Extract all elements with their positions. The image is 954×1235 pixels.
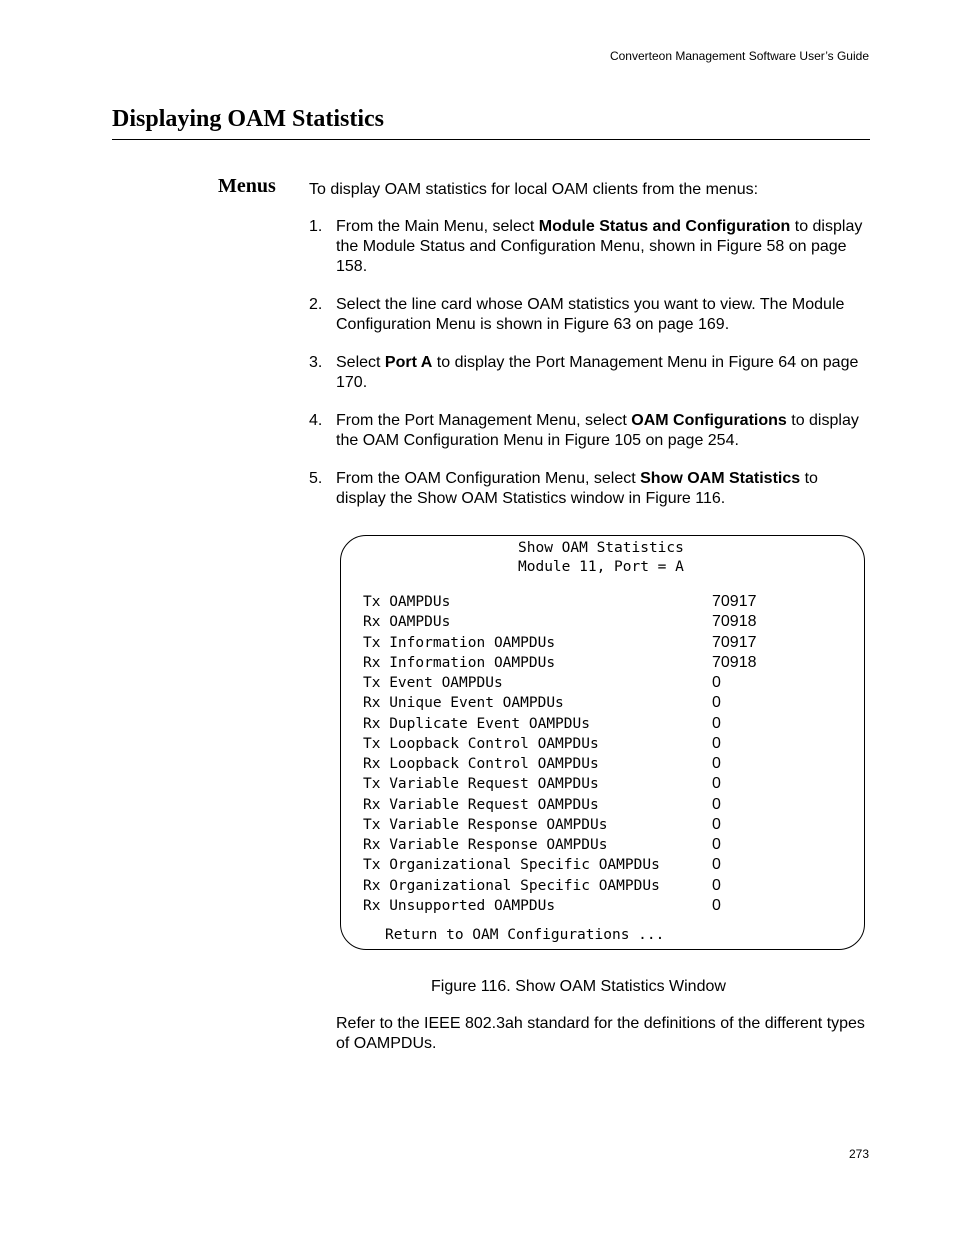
stat-label: Tx Variable Response OAMPDUs (363, 816, 608, 833)
step-text: Select the line card whose OAM statistics you want to view. The Module Configuration Menu is shown in Figure 63 on page 169. (336, 296, 845, 333)
stat-value: 0 (712, 815, 721, 833)
oam-statistics-window (340, 535, 865, 950)
subsection-heading: Menus (218, 175, 276, 197)
stat-label: Rx Unsupported OAMPDUs (363, 897, 556, 914)
stat-value: 0 (712, 876, 721, 894)
stat-label: Tx OAMPDUs (363, 594, 451, 610)
stat-value: 70917 (712, 633, 757, 651)
running-header: Converteon Management Software User’s Guide (609, 49, 869, 63)
step-menu-option: Port A (384, 354, 433, 371)
stat-row (363, 876, 843, 896)
stat-label: Rx OAMPDUs (363, 614, 451, 631)
stat-value: 0 (712, 896, 721, 914)
step-text: From the OAM Configuration Menu, select (336, 470, 641, 487)
stat-row (363, 673, 843, 693)
stat-label: Rx Unique Event OAMPDUs (363, 695, 564, 712)
stat-value: 0 (712, 836, 721, 853)
step-text: to display the Port Management Menu in Figure 64 on page 170. (336, 354, 859, 391)
stat-value: 0 (712, 714, 721, 732)
stat-row (363, 693, 843, 713)
stat-row (363, 734, 843, 754)
window-subtitle: Module 11, Port = A (518, 559, 684, 575)
stat-value: 70918 (712, 653, 757, 671)
step-number: 3. (309, 354, 323, 371)
stat-label: Rx Variable Response OAMPDUs (363, 837, 608, 853)
stat-label: Rx Variable Request OAMPDUs (363, 796, 599, 813)
procedure-step (309, 469, 871, 509)
stat-label: Tx Variable Request OAMPDUs (363, 776, 599, 793)
stat-value: 0 (712, 856, 721, 874)
stat-label: Tx Information OAMPDUs (363, 634, 556, 651)
return-menu-option: Return to OAM Configurations ... (385, 927, 665, 943)
stat-row (363, 754, 843, 774)
stat-row (363, 795, 843, 815)
step-text: to display the OAM Configuration Menu in Figure 105 on page 254. (336, 412, 859, 449)
stat-label: Rx Information OAMPDUs (363, 654, 556, 671)
step-text: From the Port Management Menu, select (336, 412, 632, 429)
procedure-step (309, 353, 871, 393)
step-number: 1. (309, 218, 323, 235)
stat-label: Tx Loopback Control OAMPDUs (363, 735, 599, 752)
stat-value: 0 (712, 755, 721, 772)
stat-row (363, 815, 843, 835)
step-text: Select (336, 354, 385, 371)
stat-row (363, 714, 843, 734)
stat-value: 0 (712, 775, 721, 793)
stat-label: Tx Organizational Specific OAMPDUs (363, 857, 660, 874)
window-title: Show OAM Statistics (518, 540, 684, 556)
stat-label: Rx Organizational Specific OAMPDUs (363, 877, 660, 894)
stat-value: 70917 (712, 593, 757, 610)
step-text: to display the Show OAM Statistics window in Figure 116. (336, 470, 818, 507)
figure-caption: Figure 116. Show OAM Statistics Window (431, 978, 726, 995)
step-number: 5. (309, 470, 323, 487)
procedure-step (309, 411, 871, 451)
stat-row (363, 592, 843, 612)
stat-value: 70918 (712, 613, 757, 631)
section-title: Displaying OAM Statistics (112, 106, 385, 132)
stat-label: Rx Loopback Control OAMPDUs (363, 756, 599, 772)
stat-row (363, 633, 843, 653)
step-number: 2. (309, 296, 323, 313)
stat-label: Rx Duplicate Event OAMPDUs (363, 715, 590, 732)
step-number: 4. (309, 412, 323, 429)
step-menu-option: OAM Configurations (631, 412, 787, 429)
closing-paragraph: Refer to the IEEE 802.3ah standard for the definitions of the different types of OAMPDUs. (336, 1015, 865, 1052)
stat-row (363, 855, 843, 875)
stat-value: 0 (712, 694, 721, 712)
stat-label: Tx Event OAMPDUs (363, 675, 503, 691)
stat-value: 0 (712, 734, 721, 752)
step-menu-option: Module Status and Configuration (538, 218, 791, 235)
page-number: 273 (848, 1147, 869, 1161)
stat-row (363, 653, 843, 673)
stat-row (363, 774, 843, 794)
intro-paragraph: To display OAM statistics for local OAM clients from the menus: (309, 181, 759, 198)
stat-value: 0 (712, 674, 721, 691)
procedure-step (309, 295, 871, 335)
stat-row (363, 612, 843, 632)
step-text: to display the Module Status and Configuration Menu, shown in Figure 58 on page 158. (336, 218, 863, 275)
stat-row (363, 896, 843, 916)
stat-row (363, 835, 843, 855)
procedure-step (309, 217, 871, 277)
title-rule (112, 139, 870, 140)
statistics-table (363, 592, 843, 916)
step-menu-option: Show OAM Statistics (640, 470, 801, 487)
procedure-steps (309, 217, 871, 527)
stat-value: 0 (712, 795, 721, 813)
step-text: From the Main Menu, select (336, 218, 539, 235)
